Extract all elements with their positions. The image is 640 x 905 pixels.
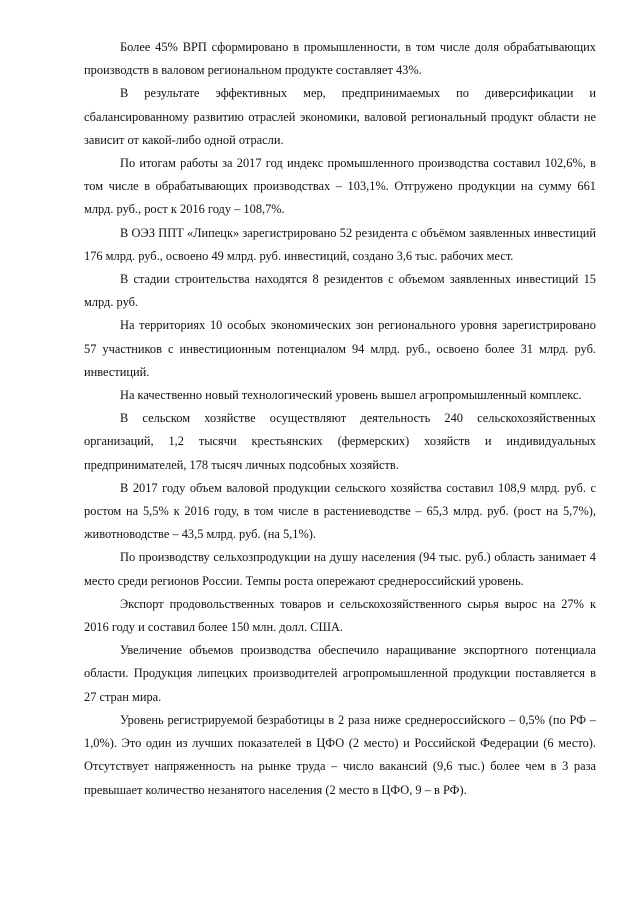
paragraph-per-capita-production: По производству сельхозпродукции на душу населения (94 тыс. руб.) область занимает 4 место среди регионов России. Темпы роста опережают среднероссийский уровень. (84, 550, 596, 588)
paragraph-export-potential: Увеличение объемов производства обеспечило наращивание экспортного потенциала области. Продукция липецких производителей агропромышленной продукции поставляется в 27 стран мира. (84, 643, 596, 704)
paragraph-regional-economic-zones: На территориях 10 особых экономических зон регионального уровня зарегистрировано 57 участников с инвестиционным потенциалом 94 млрд. руб., освоено более 31 млрд. руб. инвестиций. (84, 318, 596, 379)
paragraph-unemployment-rate: Уровень регистрируемой безработицы в 2 раза ниже среднероссийского – 0,5% (по РФ – 1,0%). Это один из лучших показателей в ЦФО (2 место) и Российской Федерации (6 место). Отсутствует напряженность на рынке труда – число вакансий (9,6 тыс.) более чем в 3 раза превышает количество незанятого населения (2 место в ЦФО, 9 – в РФ). (84, 712, 596, 797)
paragraph-economy-diversification: В результате эффективных мер, предпринимаемых по диверсификации и сбалансированному развитию отраслей экономики, валовой региональный продукт области не зависит от какой-либо одной отрасли. (84, 86, 596, 147)
paragraph-agriculture-output-2017: В 2017 году объем валовой продукции сельского хозяйства составил 108,9 млрд. руб. с ростом на 5,5% к 2016 году, в том числе в растениеводстве – 65,3 млрд. руб. (рост на 5,7%), животноводстве – 43,5 млрд. руб. (на 5,1%). (84, 480, 596, 542)
document-body (84, 36, 596, 802)
paragraph-agro-industrial-complex: На качественно новый технологический уровень вышел агропромышленный комплекс. (120, 388, 582, 403)
paragraph-sez-lipetsk-residents: В ОЭЗ ППТ «Липецк» зарегистрировано 52 резидента с объёмом заявленных инвестиций 176 млрд. руб., освоено 49 млрд. руб. инвестиций, создано 3,6 тыс. рабочих мест. (84, 225, 596, 263)
paragraph-food-export: Экспорт продовольственных товаров и сельскохозяйственного сырья вырос на 27% к 2016 году и составил более 150 млн. долл. США. (84, 596, 596, 635)
paragraph-gdp-industry-share: Более 45% ВРП сформировано в промышленности, в том числе доля обрабатывающих производств в валовом региональном продукте составляет 43%. (84, 40, 596, 78)
paragraph-industrial-production-index: По итогам работы за 2017 год индекс промышленного производства составил 102,6%, в том числе в обрабатывающих производствах – 103,1%. Отгружено продукции на сумму 661 млрд. руб., рост к 2016 году – 108,7%. (84, 156, 596, 217)
paragraph-agriculture-organizations: В сельском хозяйстве осуществляют деятельность 240 сельскохозяйственных организаций, 1,2 тысячи крестьянских (фермерских) хозяйств и индивидуальных предпринимателей, 178 тысяч личных подсобных хозяйств. (84, 411, 596, 472)
paragraph-residents-under-construction: В стадии строительства находятся 8 резидентов с объемом заявленных инвестиций 15 млрд. руб. (84, 272, 596, 310)
